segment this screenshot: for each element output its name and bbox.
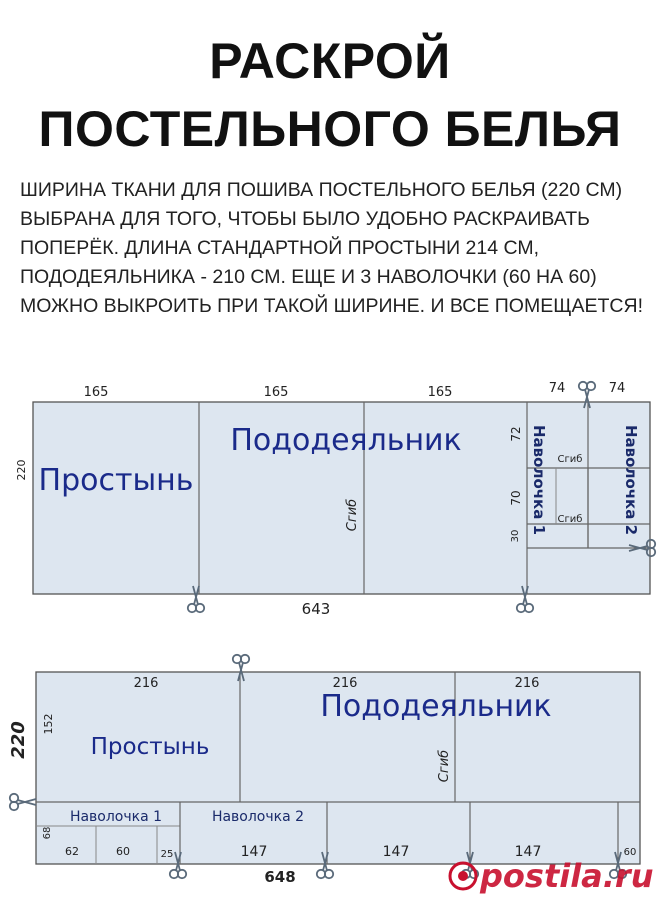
dim2-total: 648 [264,868,296,886]
dim-bottom: 643 [301,600,331,618]
label-duvet: Пододеяльник [230,423,462,458]
label2-pillow-2: Наволочка 2 [211,809,305,825]
watermark [450,857,653,895]
label-fold-small-1: Сгиб [557,454,583,465]
dim-pillow-72: 72 [509,426,523,442]
label-fold-small-2: Сгиб [557,514,583,525]
label-fold: Сгиб [345,498,360,532]
label2-pillow-1: Наволочка 1 [69,809,163,825]
dim2-top-1: 216 [133,676,159,691]
dim-top-5: 74 [608,381,626,396]
dim2-bottom-3: 25 [160,849,174,860]
dim2-inner: 152 [42,713,55,735]
dim2-bottom-5: 147 [382,844,410,860]
dim2-top-2: 216 [332,676,358,691]
diagram-1 [15,381,655,618]
label2-duvet: Пододеяльник [320,689,552,724]
dim2-top-3: 216 [514,676,540,691]
dim-top-2: 165 [263,385,289,400]
dim-top-4: 74 [548,381,566,396]
diagram-2 [8,655,640,886]
label-sheet: Простынь [38,463,194,498]
dim-top-1: 165 [83,385,109,400]
description: ШИРИНА ТКАНИ ДЛЯ ПОШИВА ПОСТЕЛЬНОГО БЕЛЬЯ (220 СМ) ВЫБРАНА ДЛЯ ТОГО, ЧТОБЫ БЫЛО УДОБНО РАСКРАИВАТЬ ПОПЕРЁК. ДЛИНА СТАНДАРТНОЙ ПРОСТЫНИ 214 СМ, ПОДОДЕЯЛЬНИКА - 210 СМ. ЕЩЕ И 3 НАВОЛОЧКИ (60 НА 60) МОЖНО ВЫКРОИТЬ ПРИ ТАКОЙ ШИРИНЕ. И ВСЕ ПОМЕЩАЕТСЯ! [20,179,643,317]
dim-pillow-70: 70 [509,490,523,506]
dim2-bottom-4: 147 [240,844,268,860]
label-pillow-1: Наволочка 1 [530,424,548,536]
label2-fold: Сгиб [437,749,452,783]
scissors-icon [10,794,36,810]
dim-pillow-30: 30 [510,529,521,543]
dim2-left: 220 [8,721,29,759]
dim2-small: 68 [42,826,53,840]
label2-sheet: Простынь [90,734,210,760]
dim2-bottom-7: 60 [623,847,637,858]
dim2-bottom-1: 62 [65,845,79,858]
page-title-line2: ПОСТЕЛЬНОГО БЕЛЬЯ [38,101,622,157]
dim-left: 220 [15,459,28,481]
dim-top-3: 165 [427,385,453,400]
watermark-text: postila.ru [480,857,654,895]
page-title-line1: РАСКРОЙ [209,33,451,89]
dim2-bottom-2: 60 [116,845,130,858]
label-pillow-2: Наволочка 2 [622,424,640,536]
dim2-bottom-6: 147 [514,844,542,860]
